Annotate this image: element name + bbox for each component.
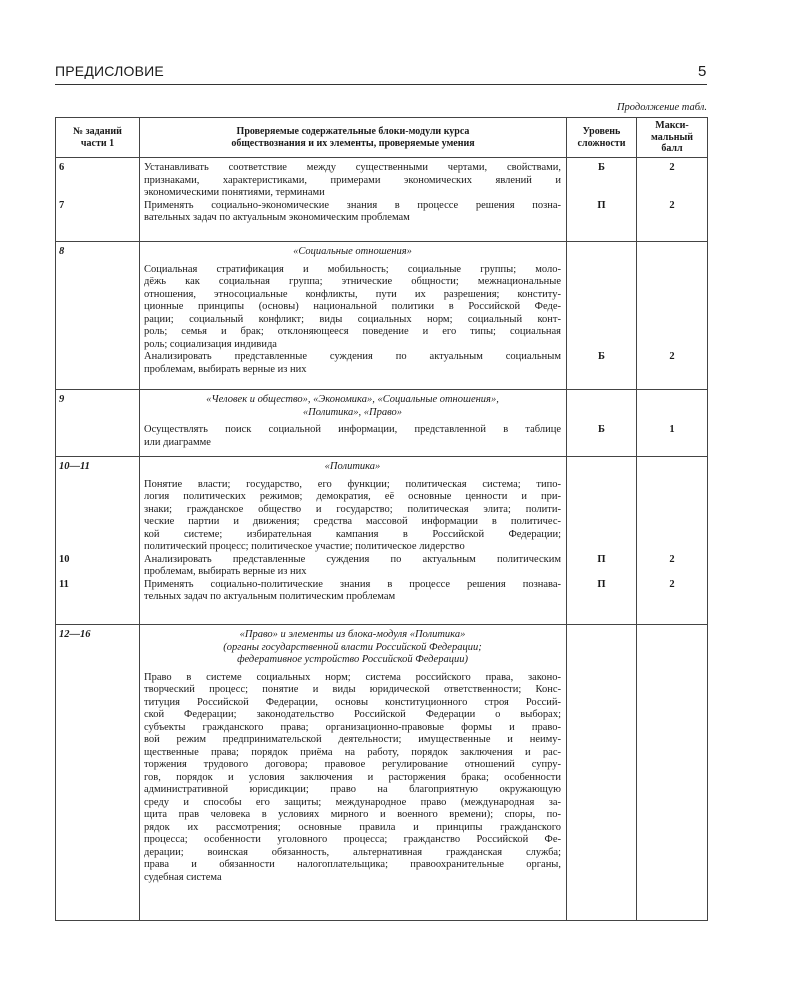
- table-row: [56, 390, 708, 457]
- header-line: сложности: [577, 137, 626, 149]
- content-cell: [140, 390, 567, 457]
- content-elements-line: логия политических режимов; демократия, её основные ценности и при-: [144, 491, 561, 502]
- checked-skill-line: проблемам, выбирать верные из них: [144, 566, 307, 577]
- cell-inner: [637, 242, 707, 389]
- header-line: Макси-: [655, 120, 689, 132]
- score-cell: [637, 457, 708, 625]
- max-score: 2: [669, 162, 675, 173]
- level-cell: [567, 158, 637, 242]
- difficulty-level: П: [597, 199, 606, 211]
- checked-skill-line: тельных задач по актуальным политическим проблемам: [144, 591, 396, 602]
- content-block: [140, 625, 566, 886]
- table-row: [56, 158, 708, 242]
- checked-skill-line: проблемам, выбирать верные из них: [144, 363, 307, 375]
- content-elements-line: вой режим предпринимательской деятельности; имущественные и неиму-: [144, 734, 561, 745]
- cell-inner: [637, 625, 707, 920]
- content-elements-line: щественные права; порядок приёма на работу, порядок заключения и рас-: [144, 746, 561, 758]
- checked-skill-line: Анализировать представленные суждения по актуальным социальным: [144, 351, 561, 362]
- difficulty-level: Б: [598, 162, 605, 173]
- header-line: Проверяемые содержательные блоки-модули курса: [236, 126, 470, 137]
- content-cell: [140, 457, 567, 625]
- content-block: [140, 457, 566, 606]
- content-elements-line: Социальная стратификация и мобильность; социальные группы; моло-: [144, 263, 561, 275]
- checked-skill-line: признаками, характеристиками, примерами экономических явлений и: [144, 174, 561, 186]
- table-continuation-label: Продолжение табл.: [616, 102, 707, 113]
- header-max-score: [637, 118, 708, 158]
- content-elements-line: среду и способы его защиты; международное право (международная за-: [144, 796, 561, 808]
- content-elements-line: дерации; воинская обязанность, альтернативная гражданская служба;: [144, 846, 561, 858]
- checked-skill-line: экономическими понятиями, терминами: [144, 187, 325, 198]
- max-score: 2: [669, 199, 675, 211]
- content-elements-line: ческие партии и движения; средства массовой информации в политичес-: [144, 516, 561, 527]
- level-cell: [567, 390, 637, 457]
- task-number-cell: [56, 242, 140, 390]
- header-line: мальный: [650, 131, 694, 143]
- checked-skill-line: Применять социально-политические знания в процессе решения познава-: [144, 578, 561, 590]
- content-elements-line: торжения трудового договора; правовое регулирование отношений супру-: [144, 759, 561, 770]
- score-cell: [637, 158, 708, 242]
- task-number: 10: [59, 553, 70, 565]
- cell-inner: [567, 390, 636, 456]
- cell-inner: [567, 242, 636, 389]
- task-number-cell: [56, 390, 140, 457]
- block-module-title: «Политика»: [324, 461, 381, 472]
- header-task-no: [56, 118, 140, 158]
- task-number-cell: [56, 457, 140, 625]
- block-module-title: «Право» и элементы из блока-модуля «Политика»: [239, 629, 466, 640]
- cell-inner: [140, 390, 566, 456]
- cell-inner: [140, 625, 566, 920]
- header-level: [567, 118, 637, 158]
- cell-inner: [567, 625, 636, 920]
- content-elements-line: процесса; особенности уголовного процесса; гражданство Российской Фе-: [144, 834, 561, 845]
- cell-inner: [567, 457, 636, 624]
- header-line: балл: [661, 143, 683, 155]
- block-module-title: «Человек и общество», «Экономика», «Социальные отношения»,: [206, 394, 499, 405]
- content-elements-line: политический процесс; политическое участие; политическое лидерство: [144, 541, 465, 552]
- checked-skill-line: Применять социально-экономические знания в процессе решения позна-: [144, 199, 561, 211]
- content-elements-line: роль; семья и брак; отклоняющееся поведение и его типы; социальная: [144, 326, 561, 337]
- content-elements-line: отношения, этносоциальные конфликты, пути их разрешения; конститу-: [144, 288, 561, 300]
- content-block: [140, 242, 566, 378]
- group-number: 12—16: [59, 629, 91, 640]
- max-score: 2: [669, 578, 675, 590]
- cell-inner: [140, 158, 566, 241]
- task-number: 11: [59, 578, 69, 590]
- group-number: 9: [59, 394, 65, 405]
- content-elements-line: ционные принципы (основы) национальной политики в Российской Феде-: [144, 301, 561, 312]
- header-rule: [55, 84, 707, 85]
- cell-inner: [56, 390, 139, 456]
- content-elements-line: гов, порядок и условия заключения и расторжения брака; особенности: [144, 771, 561, 783]
- header-content: [140, 118, 567, 158]
- content-cell: [140, 158, 567, 242]
- page-number: 5: [698, 63, 707, 80]
- checked-skill-line: Осуществлять поиск социальной информации, представленной в таблице: [144, 424, 561, 435]
- content-cell: [140, 242, 567, 390]
- level-cell: [567, 457, 637, 625]
- content-elements-line: рации; социальный конфликт; виды социальных норм; социальный конт-: [144, 313, 561, 325]
- header-line: Уровень: [582, 126, 621, 137]
- max-score: 2: [669, 351, 675, 362]
- level-cell: [567, 625, 637, 921]
- content-elements-line: права и обязанности налогоплательщика; правоохранительные органы,: [144, 859, 561, 870]
- header-line: № заданий: [73, 126, 122, 137]
- score-cell: [637, 625, 708, 921]
- cell-inner: [637, 158, 707, 241]
- content-elements-line: дёжь как социальная группа; этнические общности; межнациональные: [144, 276, 561, 287]
- block-module-title: (органы государственной власти Российской Федерации;: [223, 641, 482, 653]
- cell-inner: [56, 158, 139, 241]
- task-number: 6: [59, 162, 65, 173]
- group-number: 8: [59, 246, 65, 257]
- running-head: ПРЕДИСЛОВИЕ: [55, 63, 164, 79]
- content-block: [140, 390, 566, 451]
- content-elements-line: субъекты гражданского права; организационно-правовые формы и право-: [144, 721, 561, 733]
- content-elements-line: Понятие власти; государство, его функции; политическая система; типо-: [144, 478, 561, 490]
- checked-skill-line: или диаграмме: [144, 436, 211, 448]
- level-cell: [567, 242, 637, 390]
- specification-table: [55, 117, 708, 921]
- task-number-cell: [56, 625, 140, 921]
- difficulty-level: П: [597, 553, 606, 565]
- difficulty-level: Б: [598, 351, 605, 362]
- header-line: обществознания и их элементы, проверяемые умения: [231, 137, 475, 149]
- task-number: 7: [59, 199, 65, 211]
- table-row: [56, 242, 708, 390]
- group-number: 10—11: [59, 461, 90, 472]
- table-row: [56, 625, 708, 921]
- task-number-cell: [56, 158, 140, 242]
- content-elements-line: титуция Российской Федерации, основы конституционного строя Россий-: [144, 696, 561, 708]
- score-cell: [637, 390, 708, 457]
- table-header-row: [56, 118, 708, 158]
- score-cell: [637, 242, 708, 390]
- cell-inner: [56, 625, 139, 920]
- block-module-title: федеративное устройство Российской Федерации): [237, 654, 468, 665]
- checked-skill-line: вательных задач по актуальным экономическим проблемам: [144, 212, 410, 223]
- block-module-title: «Политика», «Право»: [302, 406, 403, 418]
- content-elements-line: щита прав человека в условиях мирного и военного времени); споры, по-: [144, 809, 561, 820]
- checked-skill-line: Анализировать представленные суждения по актуальным политическим: [144, 553, 561, 565]
- content-elements-line: творческий процесс; понятие и виды юридической ответственности; Конс-: [144, 684, 561, 695]
- cell-inner: [637, 390, 707, 456]
- cell-inner: [140, 242, 566, 389]
- content-cell: [140, 625, 567, 921]
- content-elements-line: ской Федерации; законодательство Российской Федерации о выборах;: [144, 709, 561, 720]
- content-elements-line: роль; социализация индивида: [144, 338, 277, 350]
- content-elements-line: Право в системе социальных норм; система российского права, законо-: [144, 671, 561, 683]
- content-elements-line: знаки; гражданское общество и государство; политическая элита; полити-: [144, 503, 561, 515]
- content-elements-line: административной юрисдикции; право на благоприятную окружающую: [144, 784, 561, 795]
- difficulty-level: П: [597, 578, 606, 590]
- cell-inner: [140, 457, 566, 624]
- header-line: части 1: [80, 137, 115, 149]
- content-elements-line: рядок их рассмотрения; основные правила и принципы гражданского: [144, 821, 561, 833]
- content-elements-line: кой системе; избирательная кампания в Российской Федерации;: [144, 528, 561, 540]
- cell-inner: [637, 457, 707, 624]
- checked-skill-line: Устанавливать соответствие между существенными чертами, свойствами,: [144, 162, 561, 173]
- block-module-title: «Социальные отношения»: [293, 246, 412, 257]
- cell-inner: [56, 242, 139, 389]
- content-block: [140, 158, 566, 227]
- cell-inner: [567, 158, 636, 241]
- table-row: [56, 457, 708, 625]
- max-score: 2: [669, 553, 675, 565]
- cell-inner: [56, 457, 139, 624]
- content-elements-line: судебная система: [144, 871, 222, 883]
- max-score: 1: [669, 424, 675, 435]
- difficulty-level: Б: [598, 424, 605, 435]
